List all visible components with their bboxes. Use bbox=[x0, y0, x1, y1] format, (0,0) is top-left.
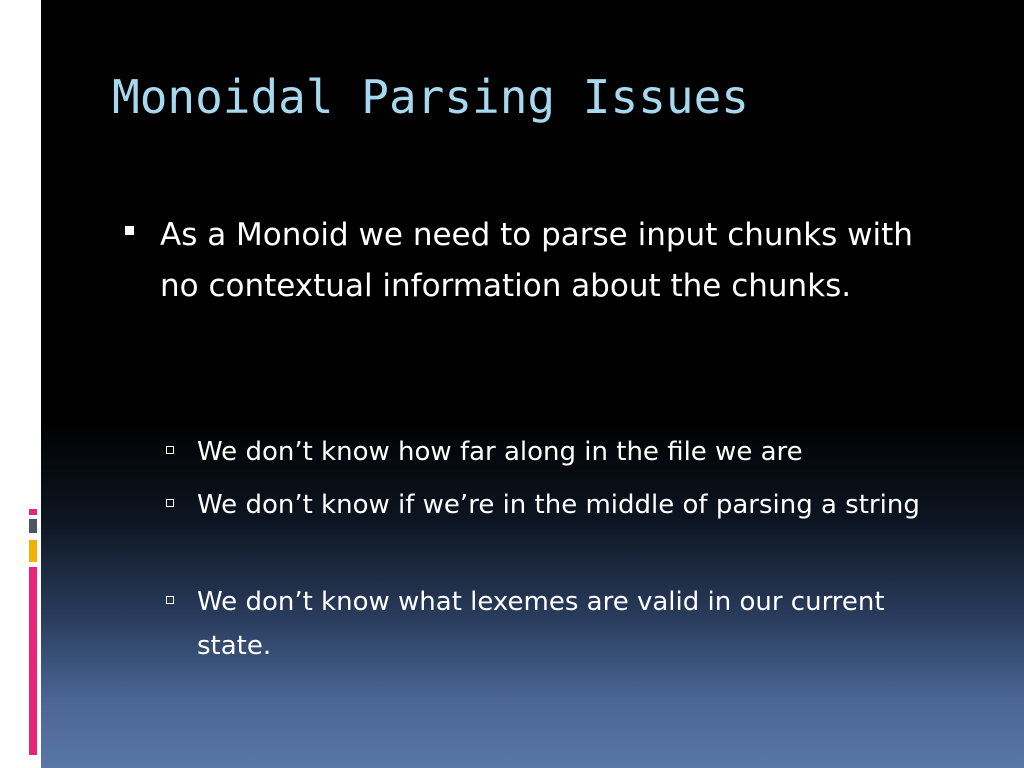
slide-title: Monoidal Parsing Issues bbox=[112, 70, 749, 124]
sub-bullet-text: We don’t know what lexemes are valid in our current state. bbox=[197, 587, 885, 661]
hollow-square-bullet-icon bbox=[166, 499, 174, 507]
left-decor-band bbox=[0, 0, 41, 768]
hollow-square-bullet-icon bbox=[166, 446, 174, 454]
accent-bar-orange bbox=[29, 540, 37, 562]
bullet-text: As a Monoid we need to parse input chunks with no contextual information about the chunks. bbox=[160, 217, 913, 304]
accent-bar-pink-small bbox=[29, 509, 37, 515]
accent-bar-grey bbox=[29, 519, 37, 533]
filled-square-bullet-icon bbox=[125, 226, 134, 235]
hollow-square-bullet-icon bbox=[166, 596, 174, 604]
accent-bar-pink-long bbox=[29, 567, 37, 755]
sub-bullet-text: We don’t know how far along in the file we are bbox=[197, 437, 803, 467]
sub-bullet-text: We don’t know if we’re in the middle of parsing a string bbox=[197, 490, 920, 520]
